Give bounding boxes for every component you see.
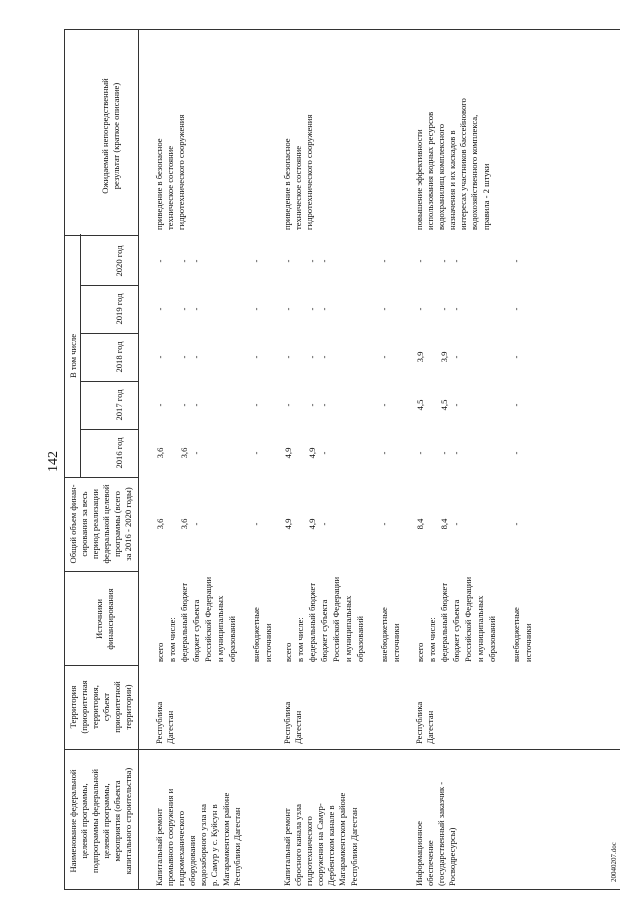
value-cell: 3,6 — [155, 518, 165, 530]
value-cell: 3,6 — [179, 518, 189, 530]
subheader-line — [80, 234, 81, 478]
row-sources — [154, 572, 274, 662]
header-col-2019: 2019 год — [114, 293, 124, 325]
header-line: целевой программы, — [101, 783, 111, 859]
row-sources — [282, 572, 402, 662]
row-result-line: повышение эффективности — [414, 129, 424, 230]
value-cell: - — [179, 259, 189, 263]
value-cell: - — [451, 522, 461, 526]
row-result-line: правила - 2 штуки — [480, 163, 491, 230]
header-col-territory — [68, 668, 134, 746]
row-result-line: интересах участников бассейнового — [458, 98, 469, 230]
source-line: внебюджетные — [251, 607, 261, 662]
value-cell: - — [283, 259, 293, 263]
row-territory-line: Республика — [282, 701, 292, 744]
source-line: федеральный бюджет — [307, 582, 317, 662]
row-territory-line: Республика — [414, 701, 424, 744]
row-name — [414, 750, 458, 886]
grid-v7 — [80, 333, 138, 334]
value-cell: - — [251, 259, 261, 263]
row-territory — [154, 668, 176, 744]
header-line: федеральной целевой — [101, 484, 111, 564]
value-cell: 8,4 — [439, 518, 449, 530]
row-result-line: назначения и их каскадов в — [447, 130, 458, 230]
row-name-line: сооружения на Самур- — [315, 803, 326, 886]
source-line: в том числе: — [427, 617, 437, 662]
source-line: всего — [155, 642, 165, 662]
value-cell: - — [379, 259, 389, 263]
row-name-line: Капитальный ремонт — [282, 808, 292, 886]
value-cell: - — [379, 307, 389, 311]
source-line: Российской Федерации — [203, 576, 213, 662]
value-cell: - — [511, 522, 521, 526]
value-cell: - — [283, 403, 293, 407]
row-name-line: оборудования — [187, 835, 198, 886]
source-line: федеральный бюджет — [439, 582, 449, 662]
value-cell: - — [179, 403, 189, 407]
row-result-line: приведение в безопасное — [282, 138, 292, 230]
value-cell: - — [191, 451, 201, 455]
header-col-2018: 2018 год — [114, 341, 124, 373]
header-line: целевой программы, — [79, 783, 89, 859]
value-cell: - — [155, 307, 165, 311]
value-cell: - — [319, 451, 329, 455]
value-cell: - — [451, 403, 461, 407]
row-name-line: Дербентском канале в — [326, 805, 337, 886]
value-cell: - — [319, 259, 329, 263]
row-name-line: Республики Дагестан — [348, 807, 359, 886]
value-cell: 3,6 — [179, 447, 189, 459]
value-cell: - — [191, 307, 201, 311]
value-cell: - — [511, 451, 521, 455]
header-line: территория, — [90, 685, 100, 729]
row-result-line: гидротехнического сооружения — [176, 114, 187, 230]
source-line: образований — [355, 616, 365, 662]
header-group-incl — [68, 236, 79, 476]
value-cell: - — [319, 307, 329, 311]
value-cell: - — [191, 522, 201, 526]
header-col-2017: 2017 год — [114, 389, 124, 421]
value-cell: - — [415, 451, 425, 455]
header-line: Территория — [68, 685, 78, 729]
row-name-line: обеспечение — [425, 840, 436, 886]
header-line: за 2016 - 2020 годы) — [123, 487, 133, 561]
source-line: Российской Федерации — [463, 576, 473, 662]
row-name-line: Магарамкентском районе — [337, 792, 348, 886]
header-line: Ожидаемый непосредственный — [100, 78, 110, 194]
header-line: приоритетной — [112, 681, 122, 733]
page-number: 142 — [46, 451, 61, 472]
footer-ref: 20040207.doc — [610, 842, 618, 882]
value-cell: - — [251, 307, 261, 311]
row-territory — [414, 668, 436, 744]
row-name-line: р. Самур у с. Куйсун в — [209, 804, 220, 886]
value-cell: - — [191, 259, 201, 263]
source-line: бюджет субъекта — [319, 599, 329, 662]
header-col-2020: 2020 год — [114, 245, 124, 277]
header-top-line — [64, 30, 65, 890]
header-line: программы (всего — [112, 491, 122, 557]
value-cell: - — [451, 259, 461, 263]
source-line: Российской Федерации — [331, 576, 341, 662]
row-name-line: гидротехнического — [304, 816, 315, 886]
header-col-name — [68, 752, 134, 890]
value-cell: 4,9 — [307, 447, 317, 459]
source-line: образований — [227, 616, 237, 662]
row-result-line: приведение в безопасное — [154, 138, 164, 230]
value-cell: - — [439, 259, 449, 263]
header-line: субъект — [101, 692, 111, 722]
value-cell: - — [307, 355, 317, 359]
value-cell: 3,6 — [155, 447, 165, 459]
value-cell: - — [191, 355, 201, 359]
grid-v9 — [64, 235, 138, 236]
source-line: источники — [263, 623, 273, 662]
value-cell: - — [155, 259, 165, 263]
value-cell: 4,5 — [415, 399, 425, 411]
value-cell: - — [319, 403, 329, 407]
row-result-line: использования водных ресурсов — [425, 111, 436, 230]
row-territory-line: Дагестан — [425, 710, 436, 744]
value-cell: - — [415, 307, 425, 311]
value-cell: - — [251, 451, 261, 455]
rotated-page — [20, 20, 620, 890]
header-line: период реализации — [90, 489, 100, 559]
header-line: (приоритетная — [79, 680, 89, 734]
value-cell: - — [379, 522, 389, 526]
value-cell: - — [251, 355, 261, 359]
value-cell: - — [319, 355, 329, 359]
value-cell: - — [251, 403, 261, 407]
source-line: и муниципальных — [215, 595, 225, 662]
header-line: подпрограммы федеральной — [90, 769, 100, 873]
grid-v8 — [80, 285, 138, 286]
row-name-line: Республики Дагестан — [231, 807, 242, 886]
value-cell: - — [191, 403, 201, 407]
header-line: Наименование федеральной — [68, 769, 78, 873]
row-territory-line: Дагестан — [165, 710, 176, 744]
value-cell: - — [451, 307, 461, 311]
value-cell: - — [283, 355, 293, 359]
header-line: финансирования — [105, 588, 115, 650]
value-cell: - — [379, 403, 389, 407]
row-result — [154, 32, 187, 230]
grid-v4 — [64, 477, 138, 478]
header-line: капитального строительства) — [123, 767, 133, 875]
row-result — [282, 32, 315, 230]
row-name-line: сбросного канала узла — [293, 804, 304, 886]
header-col-total — [68, 478, 134, 570]
value-cell: - — [451, 355, 461, 359]
source-line: источники — [391, 623, 401, 662]
source-line: образований — [487, 616, 497, 662]
source-line: бюджет субъекта — [191, 599, 201, 662]
source-line: и муниципальных — [475, 595, 485, 662]
row-name-line: Капитальный ремонт — [154, 808, 164, 886]
value-cell: - — [415, 259, 425, 263]
value-cell: - — [451, 451, 461, 455]
value-cell: 4,9 — [307, 518, 317, 530]
value-cell: - — [511, 307, 521, 311]
header-line: мероприятия (объекта — [112, 780, 122, 862]
source-line: источники — [523, 623, 533, 662]
group-label: В том числе — [68, 333, 78, 379]
value-cell: - — [307, 259, 317, 263]
value-cell: - — [155, 403, 165, 407]
row-name — [154, 750, 243, 886]
grid-v10 — [64, 29, 620, 30]
source-line: и муниципальных — [343, 595, 353, 662]
header-line: территории) — [123, 684, 133, 730]
value-cell: 4,9 — [283, 447, 293, 459]
value-cell: 3,9 — [439, 351, 449, 363]
row-result — [414, 32, 492, 230]
source-line: всего — [415, 642, 425, 662]
value-cell: 4,9 — [283, 518, 293, 530]
header-line: сирования за весь — [79, 491, 89, 557]
source-line: всего — [283, 642, 293, 662]
row-result-line: техническое состояние — [165, 145, 176, 230]
source-line: в том числе: — [295, 617, 305, 662]
grid-v3 — [64, 571, 138, 572]
value-cell: - — [283, 307, 293, 311]
value-cell: - — [439, 307, 449, 311]
header-line: результат (краткое описание) — [111, 82, 121, 190]
value-cell: - — [511, 355, 521, 359]
row-name-line: промывного сооружения и — [165, 788, 176, 886]
row-territory-line: Дагестан — [293, 710, 304, 744]
row-result-line: водохозяйственного комплекса, — [469, 114, 480, 230]
row-result-line: техническое состояние — [293, 145, 304, 230]
header-line: Источники — [94, 598, 104, 640]
value-cell: - — [379, 451, 389, 455]
row-name-line: Росводресурсы) — [447, 827, 458, 886]
grid-v5 — [80, 429, 138, 430]
value-cell: - — [251, 522, 261, 526]
row-territory-line: Республика — [154, 701, 164, 744]
source-line: федеральный бюджет — [179, 582, 189, 662]
row-sources — [414, 572, 534, 662]
value-cell: 8,4 — [415, 518, 425, 530]
source-line: внебюджетные — [511, 607, 521, 662]
source-line: бюджет субъекта — [451, 599, 461, 662]
row-name-line: гидромеханического — [176, 810, 187, 886]
value-cell: - — [155, 355, 165, 359]
source-line: внебюджетные — [379, 607, 389, 662]
header-bottom-line — [138, 30, 139, 890]
row-name — [282, 750, 360, 886]
value-cell: - — [179, 355, 189, 359]
value-cell: - — [307, 307, 317, 311]
value-cell: - — [511, 403, 521, 407]
row-result-line: водохранилищ комплексного — [436, 123, 447, 230]
row-name-line: Информационное — [414, 821, 424, 886]
header-col-sources — [94, 574, 116, 664]
row-result-line: гидротехнического сооружения — [304, 114, 315, 230]
value-cell: 4,5 — [439, 399, 449, 411]
grid-v0 — [64, 889, 620, 890]
header-line: Общий объем финан- — [68, 484, 78, 564]
header-col-result — [100, 38, 122, 234]
row-territory — [282, 668, 304, 744]
value-cell: - — [179, 307, 189, 311]
value-cell: 3,9 — [415, 351, 425, 363]
source-line: в том числе: — [167, 617, 177, 662]
value-cell: - — [439, 451, 449, 455]
row-name-line: Магарамкентском районе — [220, 792, 231, 886]
grid-v2 — [64, 665, 138, 666]
value-cell: - — [319, 522, 329, 526]
row-name-line: (государственный заказчик - — [436, 781, 447, 886]
grid-v6 — [80, 381, 138, 382]
value-cell: - — [307, 403, 317, 407]
value-cell: - — [379, 355, 389, 359]
row-name-line: водозаборного узла на — [198, 804, 209, 886]
header-col-2016: 2016 год — [114, 437, 124, 469]
value-cell: - — [511, 259, 521, 263]
